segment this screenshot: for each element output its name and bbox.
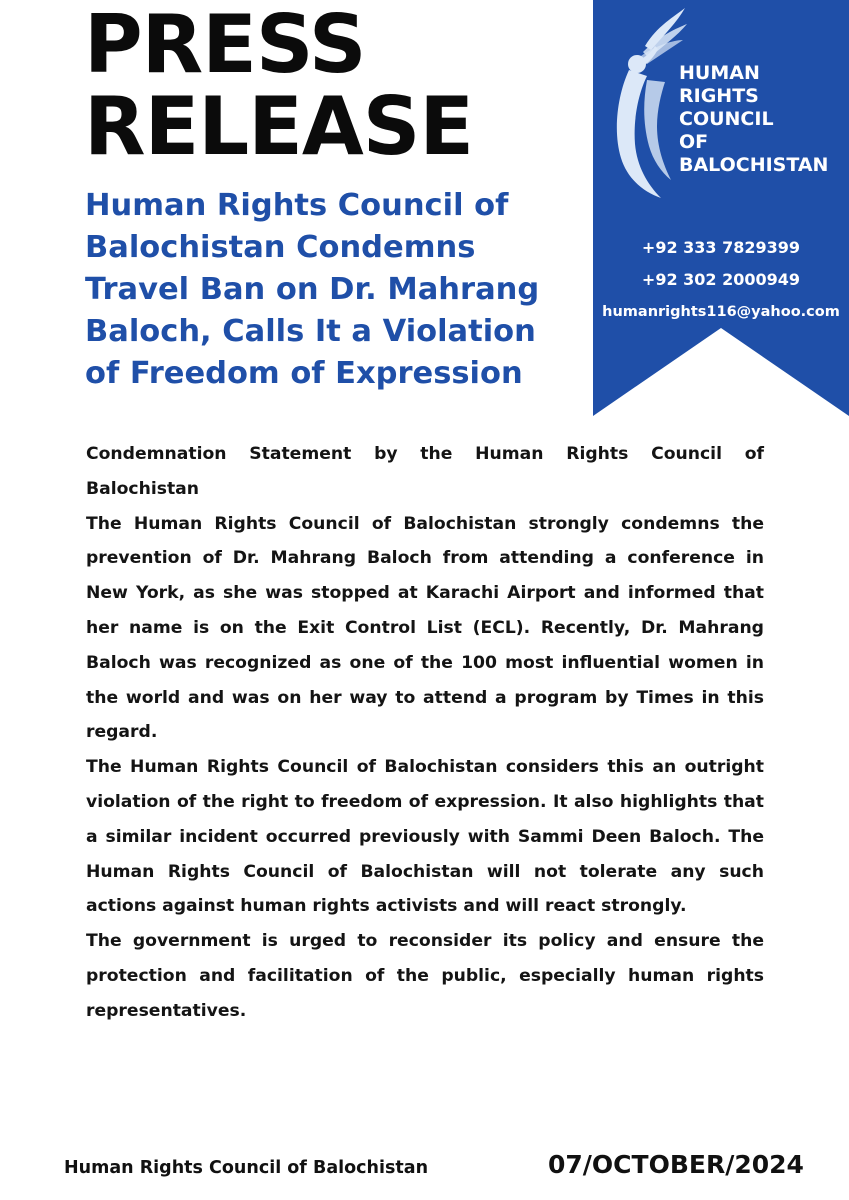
- footer-org-name: Human Rights Council of Balochistan: [64, 1158, 429, 1178]
- phone-1: +92 333 7829399: [641, 238, 801, 257]
- org-name-line-1: HUMAN: [679, 62, 760, 84]
- statement-heading: Condemnation Statement by the Human Rights Council of Balochistan: [86, 444, 764, 499]
- org-name: [679, 62, 828, 177]
- statement-body: [86, 437, 764, 1029]
- flame-figure-icon: [607, 6, 687, 206]
- footer-date: 07/OCTOBER/2024: [548, 1150, 804, 1179]
- statement-paragraph-1: The Human Rights Council of Balochistan strongly condemns the prevention of Dr. Mahrang Baloch from attending a conference in New York, as she was stopped at Karachi Airport and informed that her name is on the Exit Control List (ECL). Recently, Dr. Mahrang Baloch was recognized as one of the 100 most influential women in the world and was on her way to attend a program by Times in this regard.: [86, 513, 764, 743]
- phone-2: +92 302 2000949: [641, 270, 801, 289]
- org-name-line-3: COUNCIL: [679, 108, 774, 130]
- title-line-1: PRESS: [84, 0, 366, 91]
- press-release-title: [84, 0, 474, 173]
- headline: Human Rights Council of Balochistan Condemns Travel Ban on Dr. Mahrang Baloch, Calls It a Violation of Freedom of Expression: [85, 188, 540, 391]
- statement-paragraph-2: The Human Rights Council of Balochistan considers this an outright violation of the right to freedom of expression. It also highlights that a similar incident occurred previously with Sammi Deen Baloch. The Human Rights Council of Balochistan will not tolerate any such actions against human rights activists and will react strongly.: [86, 757, 764, 917]
- org-name-line-2: RIGHTS: [679, 85, 759, 107]
- email-address: humanrights116@yahoo.com: [602, 304, 840, 320]
- title-line-2: RELEASE: [84, 80, 474, 173]
- org-name-line-5: BALOCHISTAN: [679, 154, 829, 176]
- contact-block: [593, 232, 849, 328]
- statement-paragraph-3: The government is urged to reconsider its policy and ensure the protection and facilitation of the public, especially human rights representatives.: [86, 931, 764, 1021]
- org-banner: [593, 0, 849, 416]
- org-name-line-4: OF: [679, 131, 709, 153]
